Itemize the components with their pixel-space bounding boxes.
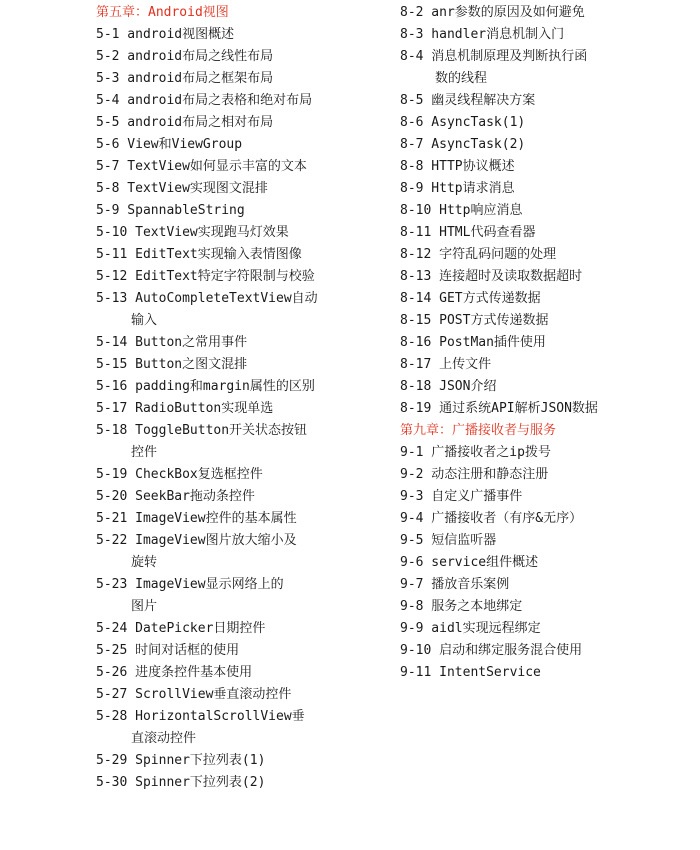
chapter-heading: 第九章：广播接收者与服务 bbox=[400, 423, 557, 438]
toc-entry: 8-9 Http请求消息 bbox=[400, 181, 515, 196]
toc-entry: 8-17 上传文件 bbox=[400, 357, 492, 372]
toc-entry: 8-8 HTTP协议概述 bbox=[400, 159, 515, 174]
toc-entry: 8-6 AsyncTask(1) bbox=[400, 115, 526, 130]
toc-entry: 5-19 CheckBox复选框控件 bbox=[96, 467, 263, 482]
toc-entry: 9-4 广播接收者（有序&无序） bbox=[400, 511, 583, 526]
toc-entry: 8-13 连接超时及读取数据超时 bbox=[400, 269, 583, 284]
toc-entry: 9-11 IntentService bbox=[400, 665, 541, 680]
toc-entry: 5-18 ToggleButton开关状态按钮 bbox=[96, 423, 308, 438]
toc-entry: 9-10 启动和绑定服务混合使用 bbox=[400, 643, 583, 658]
toc-left-column bbox=[96, 2, 396, 794]
toc-entry-continuation: 图片 bbox=[131, 599, 158, 614]
toc-entry: 5-26 进度条控件基本使用 bbox=[96, 665, 253, 680]
toc-entry: 9-9 aidl实现远程绑定 bbox=[400, 621, 541, 636]
toc-entry: 5-8 TextView实现图文混排 bbox=[96, 181, 268, 196]
toc-entry: 5-25 时间对话框的使用 bbox=[96, 643, 240, 658]
toc-entry: 5-20 SeekBar拖动条控件 bbox=[96, 489, 255, 504]
toc-entry: 5-29 Spinner下拉列表(1) bbox=[96, 753, 266, 768]
toc-entry: 8-18 JSON介绍 bbox=[400, 379, 497, 394]
toc-entry: 5-15 Button之图文混排 bbox=[96, 357, 248, 372]
chapter-heading: 第五章：Android视图 bbox=[96, 5, 229, 20]
toc-entry: 5-30 Spinner下拉列表(2) bbox=[96, 775, 266, 790]
toc-entry: 5-16 padding和margin属性的区别 bbox=[96, 379, 315, 394]
toc-entry-continuation: 数的线程 bbox=[435, 71, 488, 86]
toc-entry: 5-3 android布局之框架布局 bbox=[96, 71, 274, 86]
toc-entry: 9-7 播放音乐案例 bbox=[400, 577, 510, 592]
toc-entry: 5-10 TextView实现跑马灯效果 bbox=[96, 225, 289, 240]
toc-entry: 5-2 android布局之线性布局 bbox=[96, 49, 274, 64]
toc-entry: 5-27 ScrollView垂直滚动控件 bbox=[96, 687, 292, 702]
toc-entry: 8-15 POST方式传递数据 bbox=[400, 313, 549, 328]
toc-entry: 8-12 字符乱码问题的处理 bbox=[400, 247, 557, 262]
toc-entry: 5-24 DatePicker日期控件 bbox=[96, 621, 266, 636]
toc-entry: 8-2 anr参数的原因及如何避免 bbox=[400, 5, 585, 20]
toc-entry: 8-4 消息机制原理及判断执行函 bbox=[400, 49, 588, 64]
toc-entry: 5-1 android视图概述 bbox=[96, 27, 235, 42]
toc-entry: 5-4 android布局之表格和绝对布局 bbox=[96, 93, 313, 108]
toc-entry: 8-11 HTML代码查看器 bbox=[400, 225, 536, 240]
toc-entry: 5-23 ImageView显示网络上的 bbox=[96, 577, 284, 592]
toc-entry: 8-16 PostMan插件使用 bbox=[400, 335, 546, 350]
toc-entry: 5-6 View和ViewGroup bbox=[96, 137, 243, 152]
toc-entry: 5-21 ImageView控件的基本属性 bbox=[96, 511, 297, 526]
toc-entry: 8-10 Http响应消息 bbox=[400, 203, 523, 218]
toc-entry: 5-17 RadioButton实现单选 bbox=[96, 401, 274, 416]
toc-entry: 9-6 service组件概述 bbox=[400, 555, 539, 570]
toc-entry: 8-7 AsyncTask(2) bbox=[400, 137, 526, 152]
toc-entry: 9-2 动态注册和静态注册 bbox=[400, 467, 549, 482]
toc-entry: 8-3 handler消息机制入门 bbox=[400, 27, 565, 42]
toc-entry: 5-7 TextView如何显示丰富的文本 bbox=[96, 159, 307, 174]
toc-entry: 8-14 GET方式传递数据 bbox=[400, 291, 541, 306]
toc-entry: 5-22 ImageView图片放大缩小及 bbox=[96, 533, 297, 548]
toc-entry: 5-11 EditText实现输入表情图像 bbox=[96, 247, 302, 262]
toc-entry: 8-5 幽灵线程解决方案 bbox=[400, 93, 536, 108]
toc-entry-continuation: 旋转 bbox=[131, 555, 158, 570]
toc-entry: 5-5 android布局之相对布局 bbox=[96, 115, 274, 130]
toc-entry: 9-3 自定义广播事件 bbox=[400, 489, 523, 504]
toc-entry: 5-9 SpannableString bbox=[96, 203, 245, 218]
toc-entry: 5-28 HorizontalScrollView垂 bbox=[96, 709, 305, 724]
toc-entry-continuation: 输入 bbox=[131, 313, 158, 328]
toc-entry: 9-1 广播接收者之ip拨号 bbox=[400, 445, 551, 460]
toc-entry: 5-12 EditText特定字符限制与校验 bbox=[96, 269, 315, 284]
toc-entry: 5-13 AutoCompleteTextView自动 bbox=[96, 291, 318, 306]
toc-entry: 5-14 Button之常用事件 bbox=[96, 335, 248, 350]
toc-entry: 9-8 服务之本地绑定 bbox=[400, 599, 523, 614]
toc-entry: 9-5 短信监听器 bbox=[400, 533, 497, 548]
toc-right-column bbox=[400, 2, 690, 684]
toc-entry: 8-19 通过系统API解析JSON数据 bbox=[400, 401, 598, 416]
toc-entry-continuation: 控件 bbox=[131, 445, 158, 460]
toc-entry-continuation: 直滚动控件 bbox=[131, 731, 197, 746]
